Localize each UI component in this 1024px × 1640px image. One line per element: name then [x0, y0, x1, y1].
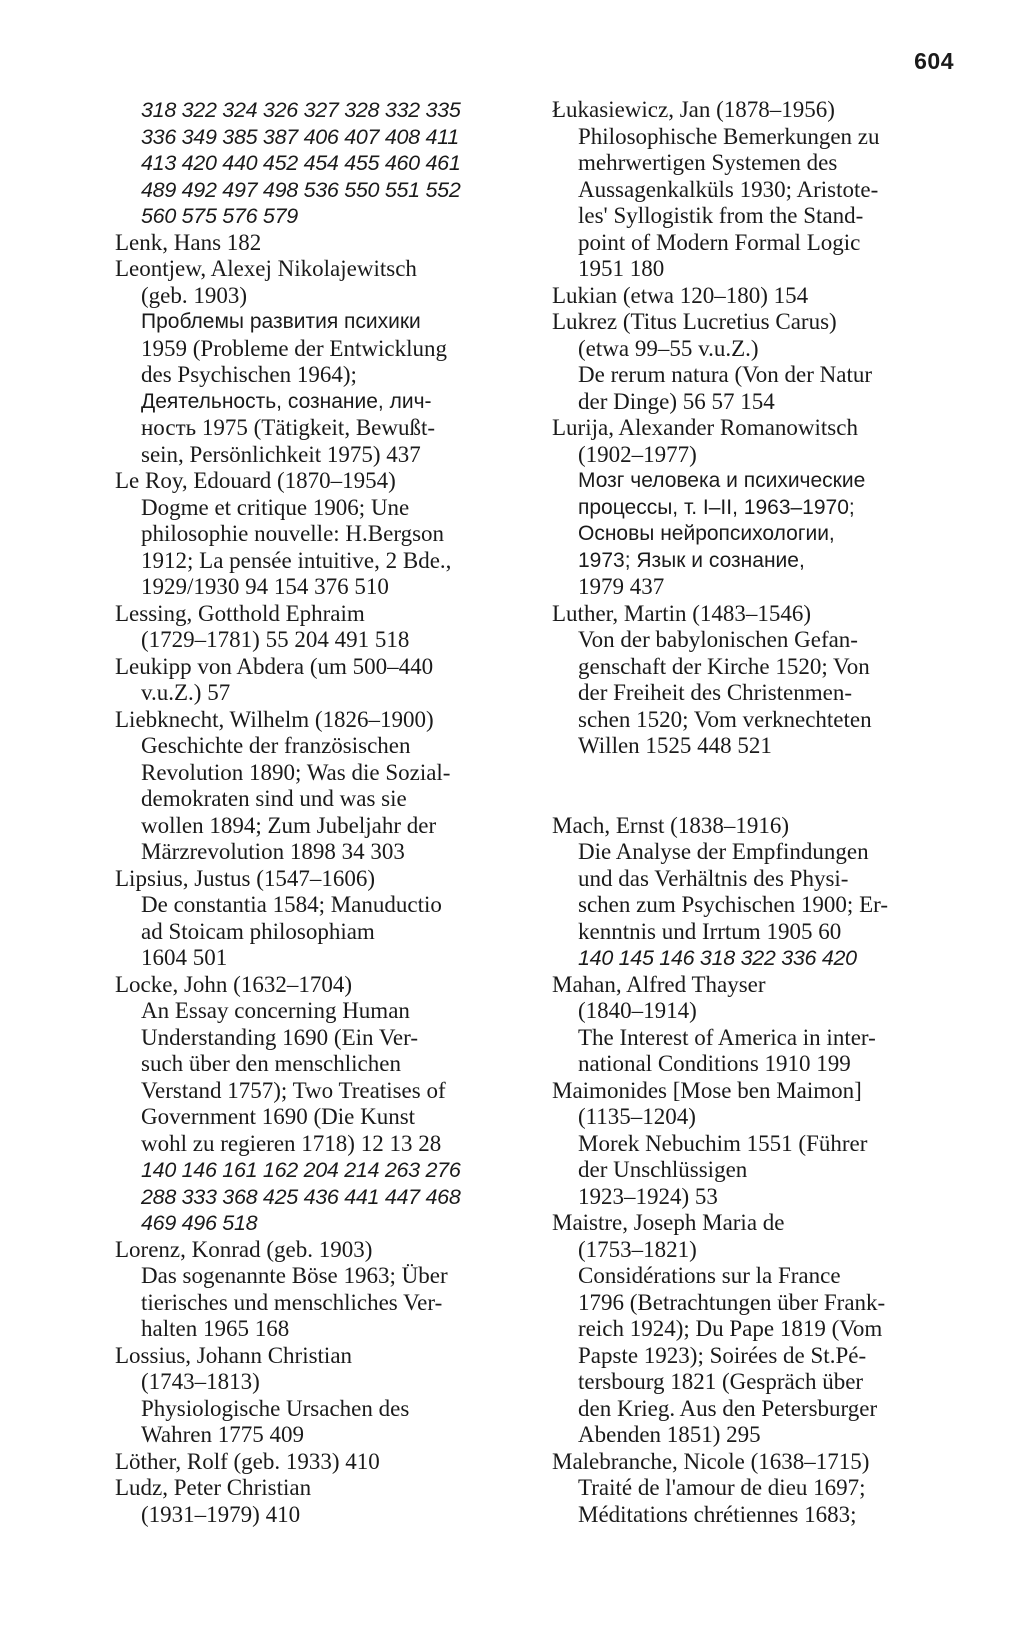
index-entry-continuation: Dogme et critique 1906; Une	[141, 494, 410, 520]
index-entry-continuation: kenntnis und Irrtum 1905 60	[578, 918, 842, 944]
index-entry-continuation: v.u.Z.) 57	[141, 680, 231, 705]
index-entry-continuation: 140 145 146 318 322 336 420	[578, 946, 857, 970]
index-entry-continuation: De constantia 1584; Manuductio	[141, 892, 442, 917]
index-entry-continuation: 1604 501	[141, 945, 228, 970]
index-entry-heading: Locke, John (1632–1704)	[115, 971, 352, 997]
index-entry-heading: Ludz, Peter Christian	[115, 1475, 312, 1500]
index-entry-continuation: schen zum Psychischen 1900; Er-	[578, 892, 888, 917]
index-entry-continuation: wollen 1894; Zum Jubeljahr der	[141, 812, 437, 838]
index-entry-continuation: genschaft der Kirche 1520; Von	[578, 653, 870, 679]
index-entry-continuation: des Psychischen 1964);	[141, 362, 357, 387]
index-entry-continuation: tierisches und menschliches Ver-	[141, 1289, 443, 1315]
index-entry-continuation: De rerum natura (Von der Natur	[578, 362, 872, 387]
index-entry-continuation: schen 1520; Vom verknechteten	[578, 706, 872, 732]
index-entry-continuation: les' Syllogistik from the Stand-	[578, 203, 864, 228]
index-entry-heading: Łukasiewicz, Jan (1878–1956)	[552, 97, 835, 122]
index-entry-heading: Lossius, Johann Christian	[115, 1342, 353, 1368]
index-entry-heading: Lorenz, Konrad (geb. 1903)	[115, 1236, 373, 1262]
index-entry-continuation: 560 575 576 579	[141, 204, 298, 228]
index-entry-continuation: Morek Nebuchim 1551 (Führer	[578, 1130, 868, 1156]
index-entry-continuation: Aussagenkalküls 1930; Aristote-	[578, 176, 879, 202]
index-entry-continuation: Understanding 1690 (Ein Ver-	[141, 1024, 418, 1050]
index-entry-continuation: 1959 (Probleme der Entwicklung	[141, 335, 447, 361]
index-entry-continuation: reich 1924); Du Pape 1819 (Vom	[578, 1316, 883, 1341]
index-entry-continuation: (1931–1979) 410	[141, 1501, 301, 1527]
index-entry-continuation: 140 146 161 162 204 214 263 276	[141, 1158, 461, 1182]
index-entry-heading: Liebknecht, Wilhelm (1826–1900)	[115, 706, 434, 732]
index-entry-continuation: such über den menschlichen	[141, 1051, 401, 1076]
index-entry-continuation: 1979 437	[578, 574, 665, 599]
index-entry-continuation: процессы, т. I–II, 1963–1970;	[578, 495, 855, 519]
index-entry-continuation: der Unschlüssigen	[578, 1157, 748, 1182]
index-entry-continuation: mehrwertigen Systemen des	[578, 150, 838, 175]
index-entry-heading: Lukian (etwa 120–180) 154	[552, 282, 809, 308]
index-entry-continuation: (1135–1204)	[578, 1104, 696, 1129]
index-entry-continuation: 336 349 385 387 406 407 408 411	[141, 124, 459, 149]
index-entry-heading: Lipsius, Justus (1547–1606)	[115, 865, 376, 891]
index-entry-continuation: An Essay concerning Human	[141, 998, 410, 1023]
index-entry-continuation: und das Verhältnis des Physi-	[578, 865, 849, 891]
index-entry-heading: Löther, Rolf (geb. 1933) 410	[115, 1448, 380, 1474]
index-entry-continuation: Основы нейропсихологии,	[578, 522, 835, 545]
index-entry-continuation: 288 333 368 425 436 441 447 468	[141, 1184, 461, 1209]
index-entry-continuation: (geb. 1903)	[141, 282, 248, 308]
index-entry-continuation: 1796 (Betrachtungen über Frank-	[578, 1289, 886, 1315]
index-entry-continuation: Die Analyse der Empfindungen	[578, 839, 869, 864]
index-entry-continuation: wohl zu regieren 1718) 12 13 28	[141, 1130, 442, 1156]
index-entry-continuation: (1840–1914)	[578, 998, 697, 1023]
index-entry-continuation: (1902–1977)	[578, 441, 697, 467]
index-entry-continuation: tersbourg 1821 (Gespräch über	[578, 1369, 864, 1394]
index-entry-continuation: 1912; La pensée intuitive, 2 Bde.,	[141, 547, 452, 573]
index-entry-continuation: Physiologische Ursachen des	[141, 1395, 410, 1421]
index-entry-continuation: (etwa 99–55 v.u.Z.)	[578, 335, 759, 361]
index-entry-continuation: halten 1965 168	[141, 1316, 290, 1341]
index-entry-continuation: Traité de l'amour de dieu 1697;	[578, 1475, 866, 1500]
index-entry-heading: Leontjew, Alexej Nikolajewitsch	[115, 256, 417, 281]
index-entry-continuation: Проблемы развития психики	[141, 310, 421, 333]
index-entry-continuation: 1929/1930 94 154 376 510	[141, 574, 389, 599]
index-entry-continuation: Verstand 1757); Two Treatises of	[141, 1077, 446, 1103]
index-entry-heading: Lukrez (Titus Lucretius Carus)	[552, 309, 837, 334]
index-entry-continuation: philosophie nouvelle: H.Bergson	[141, 521, 445, 546]
index-entry-continuation: Willen 1525 448 521	[578, 733, 772, 758]
left-column	[115, 97, 525, 1528]
index-entry-continuation: point of Modern Formal Logic	[578, 229, 861, 255]
index-entry-continuation: 318 322 324 326 327 328 332 335	[141, 98, 461, 122]
index-entry-continuation: (1743–1813)	[141, 1369, 260, 1394]
index-entry-heading: Leukipp von Abdera (um 500–440	[115, 653, 434, 679]
index-entry-continuation: 1973; Язык и сознание,	[578, 548, 805, 572]
index-entry-heading: Mach, Ernst (1838–1916)	[552, 812, 789, 838]
index-entry-continuation: ность 1975 (Tätigkeit, Bewußt-	[141, 415, 436, 440]
index-entry-continuation: Geschichte der französischen	[141, 733, 411, 758]
index-entry-continuation: The Interest of America in inter-	[578, 1024, 876, 1050]
index-entry-continuation: Wahren 1775 409	[141, 1422, 304, 1447]
index-entry-continuation: Das sogenannte Böse 1963; Über	[141, 1263, 448, 1288]
index-entry-continuation: Government 1690 (Die Kunst	[141, 1104, 416, 1129]
page-number: 604	[914, 48, 954, 74]
index-entry-heading: Malebranche, Nicole (1638–1715)	[552, 1448, 870, 1474]
index-entry-continuation: (1729–1781) 55 204 491 518	[141, 627, 410, 652]
index-entry-continuation: 413 420 440 452 454 455 460 461	[141, 151, 461, 175]
index-entry-continuation: Деятельность, сознание, лич-	[141, 389, 432, 413]
index-entry-heading: Le Roy, Edouard (1870–1954)	[115, 468, 396, 493]
index-entry-continuation: Considérations sur la France	[578, 1263, 841, 1288]
index-entry-heading: Mahan, Alfred Thayser	[552, 971, 766, 997]
index-entry-heading: Luther, Martin (1483–1546)	[552, 600, 812, 626]
index-entry-heading: Maistre, Joseph Maria de	[552, 1210, 785, 1235]
index-entry-continuation: Philosophische Bemerkungen zu	[578, 123, 880, 149]
index-entry-continuation: ad Stoicam philosophiam	[141, 918, 375, 944]
right-column	[552, 97, 962, 1528]
index-entry-heading: Maimonides [Mose ben Maimon]	[552, 1077, 862, 1103]
index-entry-continuation: sein, Persönlichkeit 1975) 437	[141, 441, 421, 467]
index-entry-continuation: demokraten sind und was sie	[141, 786, 407, 811]
column-gap	[552, 760, 962, 813]
index-entry-continuation: Von der babylonischen Gefan-	[578, 627, 858, 652]
index-entry-continuation: Märzrevolution 1898 34 303	[141, 839, 405, 864]
index-entry-continuation: der Dinge) 56 57 154	[578, 388, 775, 414]
index-entry-continuation: 1951 180	[578, 256, 665, 281]
index-entry-continuation: der Freiheit des Christenmen-	[578, 680, 853, 705]
index-entry-continuation: (1753–1821)	[578, 1236, 697, 1262]
index-entry-continuation: 1923–1924) 53	[578, 1183, 718, 1209]
index-entry-continuation: Abenden 1851) 295	[578, 1422, 761, 1447]
index-entry-continuation: Revolution 1890; Was die Sozial-	[141, 759, 451, 785]
index-entry-continuation: Méditations chrétiennes 1683;	[578, 1501, 857, 1527]
index-entry-heading: Lenk, Hans 182	[115, 229, 262, 255]
index-entry-heading: Lurija, Alexander Romanowitsch	[552, 415, 858, 440]
index-entry-heading: Lessing, Gotthold Ephraim	[115, 600, 365, 626]
index-entry-continuation: Мозг человека и психические	[578, 469, 866, 492]
index-entry-continuation: 489 492 497 498 536 550 551 552	[141, 177, 461, 202]
index-entry-continuation: den Krieg. Aus den Petersburger	[578, 1395, 878, 1421]
index-entry-continuation: national Conditions 1910 199	[578, 1051, 851, 1076]
index-entry-continuation: 469 496 518	[141, 1211, 258, 1235]
index-entry-continuation: Papste 1923); Soirées de St.Pé-	[578, 1342, 867, 1368]
